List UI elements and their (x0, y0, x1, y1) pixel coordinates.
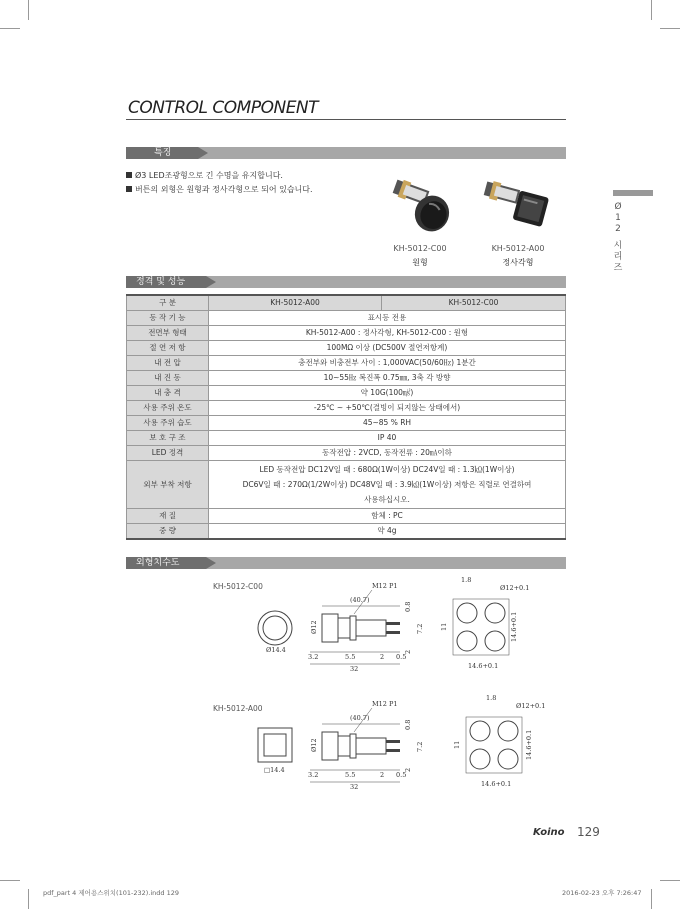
thread-label: M12 P1 (372, 700, 398, 708)
dim-label: 3.2 (308, 771, 319, 779)
panel-pitch-label: 14.6+0.1 (525, 729, 533, 760)
product-model-label: KH-5012-C00 (393, 244, 447, 253)
table-header-cell: KH-5012-C00 (382, 295, 566, 311)
dim-label: 2 (380, 771, 385, 779)
row-value: LED 동작전압 DC12V일 때 : 680Ω(1W이상) DC24V일 때 : 1.3㏀(1W이상) DC6V일 때 : 270Ω(1/2W이상) DC48V일 때 : 3.9㏀(1W이상) 저항은 직렬로 연결하여 사용하십시오. (209, 461, 566, 509)
dim-label: 5.5 (345, 653, 356, 661)
panel-gap-label: 1.8 (461, 576, 472, 584)
table-row (127, 524, 566, 540)
panel-gap-label: 1.8 (486, 694, 497, 702)
table-row (127, 386, 566, 401)
table-row (127, 401, 566, 416)
table-row (127, 446, 566, 461)
row-label: 내 전 압 (127, 356, 209, 371)
row-value: 동작전압 : 2VCD, 동작전류 : 20㎃이하 (209, 446, 566, 461)
crop-mark (28, 0, 29, 20)
dia-label: Ø12 (310, 620, 318, 634)
specs-section-tag: 정격 및 성능 (126, 276, 206, 288)
feature-item: Ø3 LED조광형으로 긴 수명을 유지합니다. (126, 170, 283, 181)
dim-label: 2 (380, 653, 385, 661)
panel-dim-label: 11 (453, 740, 461, 749)
crop-mark (651, 889, 652, 909)
row-label: 외부 부착 저항 (127, 461, 209, 509)
crop-mark (0, 28, 20, 29)
row-label: 사용 주위 습도 (127, 416, 209, 431)
dim-label: 0.5 (396, 771, 407, 779)
total-dim-label: 32 (350, 783, 359, 791)
dim-label: 2 (404, 767, 412, 772)
table-row (127, 431, 566, 446)
face-dim-label: Ø14.4 (266, 646, 286, 654)
row-value: KH-5012-A00 : 정사각형, KH-5012-C00 : 원형 (209, 326, 566, 341)
dia-label: Ø12 (310, 738, 318, 752)
panel-pitch-label: 14.6+0.1 (468, 662, 499, 670)
crop-mark (0, 880, 20, 881)
dimension-drawing-round (250, 576, 570, 676)
dim-label: 7.2 (416, 741, 424, 752)
features-section-tag: 특징 (126, 147, 198, 159)
row-label: 동 작 기 능 (127, 311, 209, 326)
row-label: 사용 주위 온도 (127, 401, 209, 416)
row-label: 내 진 동 (127, 371, 209, 386)
page-number: 129 (577, 825, 600, 839)
product-photo-square (472, 172, 562, 240)
row-label: 절 연 저 항 (127, 341, 209, 356)
table-row (127, 461, 566, 509)
panel-dim-label: 11 (440, 622, 448, 631)
title-divider (126, 119, 566, 120)
table-header-cell: KH-5012-A00 (209, 295, 382, 311)
crop-mark (651, 0, 652, 20)
product-shape-label: 정사각형 (502, 258, 534, 267)
dim-label: 5.5 (345, 771, 356, 779)
overall-dim-label: (40.7) (350, 714, 370, 722)
dim-label: 3.2 (308, 653, 319, 661)
row-value: 함체 : PC (209, 509, 566, 524)
drawing-model-label: KH-5012-A00 (213, 704, 263, 713)
brand-logo: Koino (533, 827, 565, 838)
dim-label: 7.2 (416, 623, 424, 634)
table-row (127, 371, 566, 386)
footer-filename: pdf_part 4 제어용스위치(101-232).indd 129 (43, 889, 180, 897)
row-value: IP 40 (209, 431, 566, 446)
side-series-bar (613, 190, 653, 196)
face-dim-label: □14.4 (264, 766, 285, 774)
row-label: 재 질 (127, 509, 209, 524)
row-label: LED 정격 (127, 446, 209, 461)
panel-pitch-label: 14.6+0.1 (481, 780, 512, 788)
table-row (127, 326, 566, 341)
thread-label: M12 P1 (372, 582, 398, 590)
row-value: 표시등 전용 (209, 311, 566, 326)
crop-mark (660, 28, 680, 29)
table-row (127, 509, 566, 524)
overall-dim-label: (40.7) (350, 596, 370, 604)
row-value: 10~55㎐ 복진폭 0.75㎜, 3축 각 방향 (209, 371, 566, 386)
total-dim-label: 32 (350, 665, 359, 673)
row-value: 45~85 % RH (209, 416, 566, 431)
row-label: 보 호 구 조 (127, 431, 209, 446)
table-header-cell: 구 분 (127, 295, 209, 311)
row-value: 약 4g (209, 524, 566, 540)
row-label: 중 량 (127, 524, 209, 540)
footer-timestamp: 2016-02-23 오후 7:26:47 (562, 889, 642, 897)
table-header-row (127, 295, 566, 311)
panel-hole-label: Ø12+0.1 (500, 584, 530, 592)
dim-label: 2 (404, 649, 412, 654)
table-row (127, 356, 566, 371)
table-row (127, 341, 566, 356)
crop-mark (660, 880, 680, 881)
row-label: 내 충 격 (127, 386, 209, 401)
panel-pitch-label: 14.6+0.1 (510, 611, 518, 642)
crop-mark (28, 889, 29, 909)
drawing-model-label: KH-5012-C00 (213, 582, 263, 591)
panel-hole-label: Ø12+0.1 (516, 702, 546, 710)
table-row (127, 416, 566, 431)
row-value: 충전부와 비충전부 사이 : 1,000VAC(50/60㎐) 1분간 (209, 356, 566, 371)
row-value: 약 10G(100㎨) (209, 386, 566, 401)
feature-item: 버튼의 외형은 원형과 정사각형으로 되어 있습니다. (126, 184, 313, 195)
product-photo-round (378, 172, 468, 240)
product-shape-label: 원형 (412, 258, 428, 267)
dim-label: 0.8 (404, 719, 412, 730)
product-model-label: KH-5012-A00 (491, 244, 545, 253)
dimensions-section-tag: 외형치수도 (126, 557, 206, 569)
dim-label: 0.5 (396, 653, 407, 661)
dimension-drawing-square (250, 694, 570, 794)
table-row (127, 311, 566, 326)
row-value: 100MΩ 이상 (DC500V 절연저항계) (209, 341, 566, 356)
row-label: 전면부 형태 (127, 326, 209, 341)
row-value: -25℃ ~ +50℃(결빙이 되지않는 상태에서) (209, 401, 566, 416)
page-title: CONTROL COMPONENT (128, 98, 319, 118)
spec-table (126, 294, 566, 540)
dim-label: 0.8 (404, 601, 412, 612)
side-series-label: Ø 1 2 시 리 즈 (613, 202, 623, 273)
